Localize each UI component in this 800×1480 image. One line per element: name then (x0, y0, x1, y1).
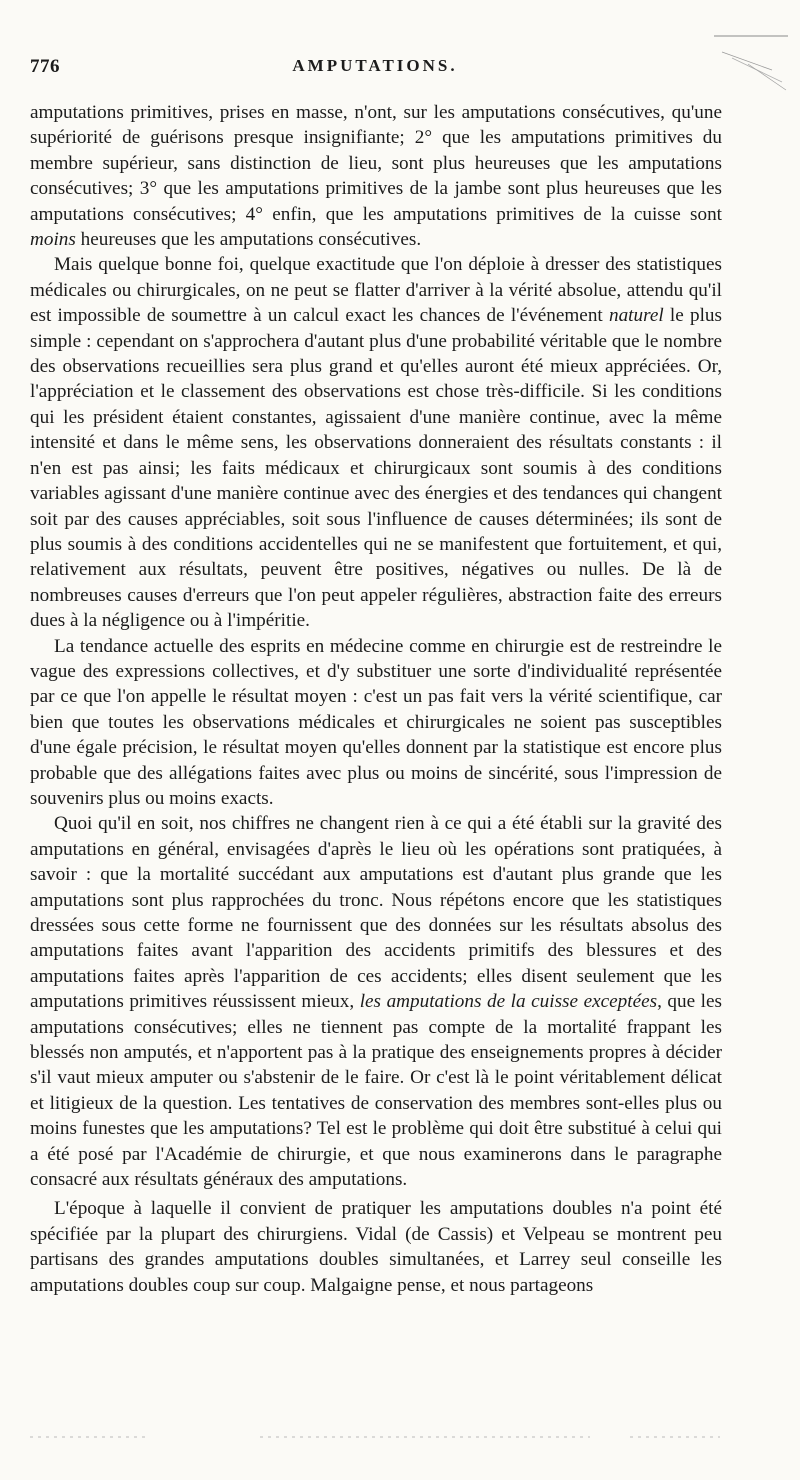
text-run: Quoi qu'il en soit, nos chiffres ne changent rien à ce qui a été établi sur la gravité des amputations en général, envisagées d'après le lieu où les opérations sont pratiquées, à savoir : que la mortalité succédant aux amputations est d'autant plus grande que les amputations sont plus rapprochées du tronc. Nous répétons encore que les statistiques dressées sous cette forme ne fournissent que des données sur les résultats absolus des amputations faites avant l'apparition des accidents primitifs des blessures et des amputations faites après l'apparition de ces accidents; elles disent seulement que les amputations primitives réussissent mieux, (30, 813, 722, 1013)
paragraph (30, 634, 722, 812)
text-run: heureuses que les amputations consécutives. (75, 229, 422, 251)
text-run: amputations primitives, prises en masse, n'ont, sur les amputations consécutives, qu'une supériorité de guérisons presque insignifiante; 2° que les amputations primitives du membre supérieur, sans distinction de lieu, sont plus heureuses que les amputations consécutives; 3° que les amputations primitives de la jambe sont plus heureuses que les amputations consécutives; 4° enfin, que les amputations primitives de la cuisse sont (30, 102, 722, 225)
text-run: le plus simple : cependant on s'approchera d'autant plus d'une probabilité véritable que le nombre des observations recueillies sera plus grand et qu'elles auront été mieux appréciées. Or, l'appréciation et le classement des observations est chose très-difficile. Si les conditions qui les président étaient constantes, agissaient d'une manière continue, avec la même intensité et dans le même sens, les observations donneraient des résultats constants : il n'en est pas ainsi; les faits médicaux et chirurgicaux sont soumis à des conditions variables agissant d'une manière continue avec des énergies et des tendances qui changent soit par des causes appréciables, soit sous l'influence de causes déterminées; ils sont de plus soumis à des conditions accidentelles qui ne se manifestent que fortuitement, et qui, relativement aux résultats, peuvent être positives, négatives ou nulles. De là de nombreuses causes d'erreurs que l'on peut appeler régulières, abstraction faite des erreurs dues à la négligence ou à l'impéritie. (30, 305, 722, 632)
italic-text: les amputations de la cuisse exceptées (359, 991, 658, 1013)
paragraph (30, 811, 722, 1192)
text-run: La tendance actuelle des esprits en médecine comme en chirurgie est de restreindre le vague des expressions collectives, et d'y substituer une sorte d'individualité représentée par ce que l'on appelle le résultat moyen : c'est un pas fait vers la vérité scientifique, car bien que toutes les observations médicales et chirurgicales ne soient pas susceptibles d'une égale précision, le résultat moyen qu'elles donnent par la statistique est encore plus probable que des allégations faites avec plus ou moins de sincérité, sous l'impression de souvenirs plus ou moins exacts. (30, 635, 722, 809)
italic-text: naturel (608, 305, 664, 327)
page-corner-smudge (712, 30, 790, 100)
bleed-through-marks (30, 1430, 720, 1444)
italic-text: moins (30, 229, 76, 251)
paragraph (30, 252, 722, 633)
text-run: L'époque à laquelle il convient de pratiquer les amputations doubles n'a point été spécifiée par la plupart des chirurgiens. Vidal (de Cassis) et Velpeau se montrent peu partisans des grandes amputations doubles simultanées, et Larrey seul conseille les amputations doubles coup sur coup. Malgaigne pense, et nous partageons (30, 1198, 722, 1296)
body-text (30, 100, 722, 1298)
paragraph (30, 100, 722, 252)
page-number: 776 (30, 56, 60, 77)
running-title: AMPUTATIONS. (292, 56, 458, 75)
text-run: , que les amputations consécutives; elles ne tiennent pas compte de la mortalité frappant les blessés non amputés, et n'apportent pas à la pratique des enseignements propres à décider s'il vaut mieux amputer ou s'abstenir de le faire. Or c'est là le point véritablement délicat et litigieux de la question. Les tentatives de conservation des membres sont-elles plus ou moins funestes que les amputations? Tel est le problème qui doit être substitué à celui qui a été posé par l'Académie de chirurgie, et que nous examinerons dans le paragraphe consacré aux résultats généraux des amputations. (30, 991, 722, 1191)
text-run: Mais quelque bonne foi, quelque exactitude que l'on déploie à dresser des statistiques médicales ou chirurgicales, on ne peut se flatter d'arriver à la vérité absolue, attendu qu'il est impossible de soumettre à un calcul exact les chances de l'événement (30, 254, 722, 327)
page-header (30, 56, 720, 86)
paragraph (30, 1196, 722, 1298)
